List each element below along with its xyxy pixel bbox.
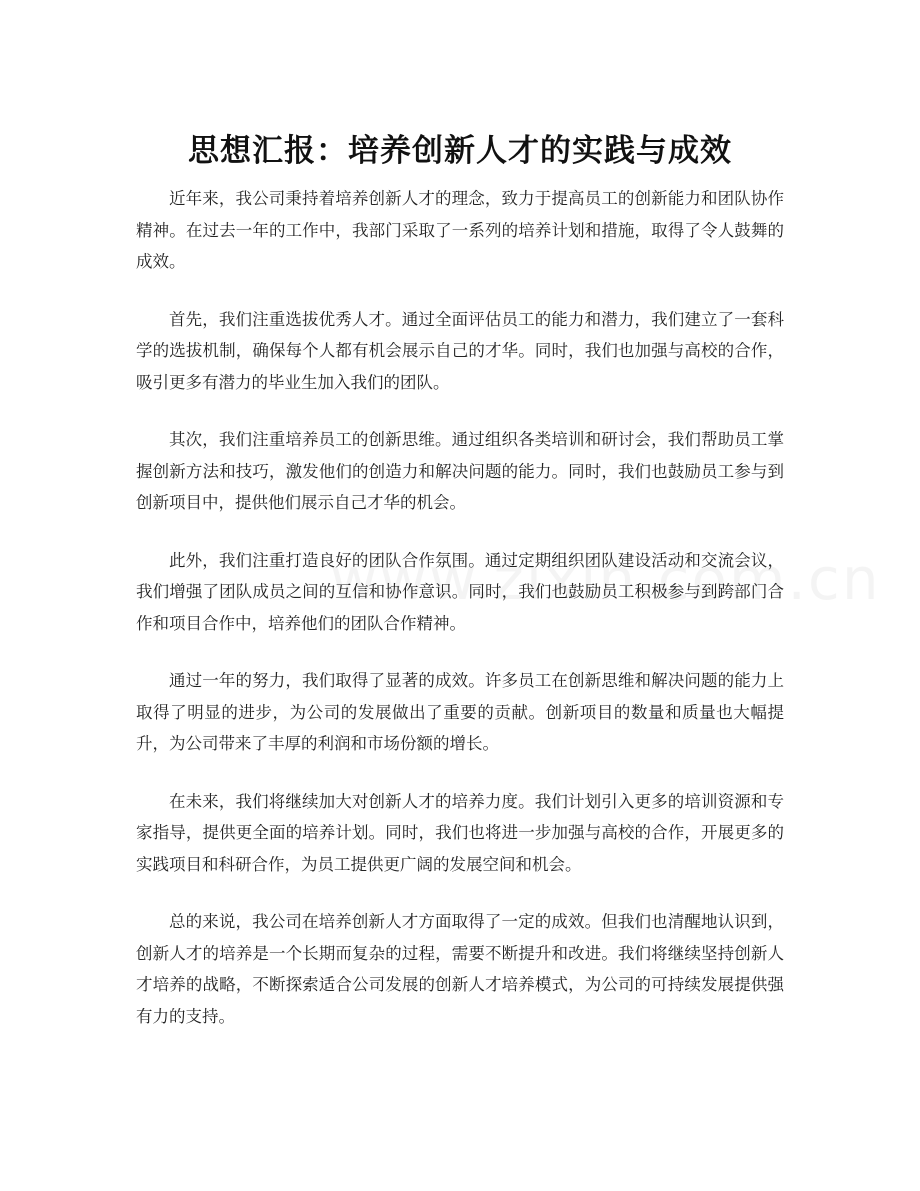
paragraph-2: 首先，我们注重选拔优秀人才。通过全面评估员工的能力和潜力，我们建立了一套科学的选拔机制，确保每个人都有机会展示自己的才华。同时，我们也加强与高校的合作，吸引更多有潜力的毕业生加入我们的团队。 bbox=[136, 309, 784, 392]
paragraph-7: 总的来说，我公司在培养创新人才方面取得了一定的成效。但我们也清醒地认识到，创新人才的培养是一个长期而复杂的过程，需要不断提升和改进。我们将继续坚持创新人才培养的战略，不断探索适合公司发展的创新人才培养模式，为公司的可持续发展提供强有力的支持。 bbox=[136, 912, 784, 1026]
paragraph-4: 此外，我们注重打造良好的团队合作氛围。通过定期组织团队建设活动和交流会议，我们增强了团队成员之间的互信和协作意识。同时，我们也鼓励员工积极参与到跨部门合作和项目合作中，培养他们的团队合作精神。 bbox=[136, 550, 784, 633]
paragraph-1: 近年来，我公司秉持着培养创新人才的理念，致力于提高员工的创新能力和团队协作精神。在过去一年的工作中，我部门采取了一系列的培养计划和措施，取得了令人鼓舞的成效。 bbox=[136, 189, 784, 271]
paragraph-3: 其次，我们注重培养员工的创新思维。通过组织各类培训和研讨会，我们帮助员工掌握创新方法和技巧，激发他们的创造力和解决问题的能力。同时，我们也鼓励员工参与到创新项目中，提供他们展示自己才华的机会。 bbox=[136, 430, 784, 512]
paragraph-5: 通过一年的努力，我们取得了显著的成效。许多员工在创新思维和解决问题的能力上取得了明显的进步，为公司的发展做出了重要的贡献。创新项目的数量和质量也大幅提升，为公司带来了丰厚的利润和市场份额的增长。 bbox=[136, 671, 784, 753]
paragraph-6: 在未来，我们将继续加大对创新人才的培养力度。我们计划引入更多的培训资源和专家指导，提供更全面的培养计划。同时，我们也将进一步加强与高校的合作，开展更多的实践项目和科研合作，为员工提供更广阔的发展空间和机会。 bbox=[136, 791, 784, 874]
document-title: 思想汇报：培养创新人才的实践与成效 bbox=[188, 132, 732, 169]
document-body bbox=[136, 183, 784, 1058]
